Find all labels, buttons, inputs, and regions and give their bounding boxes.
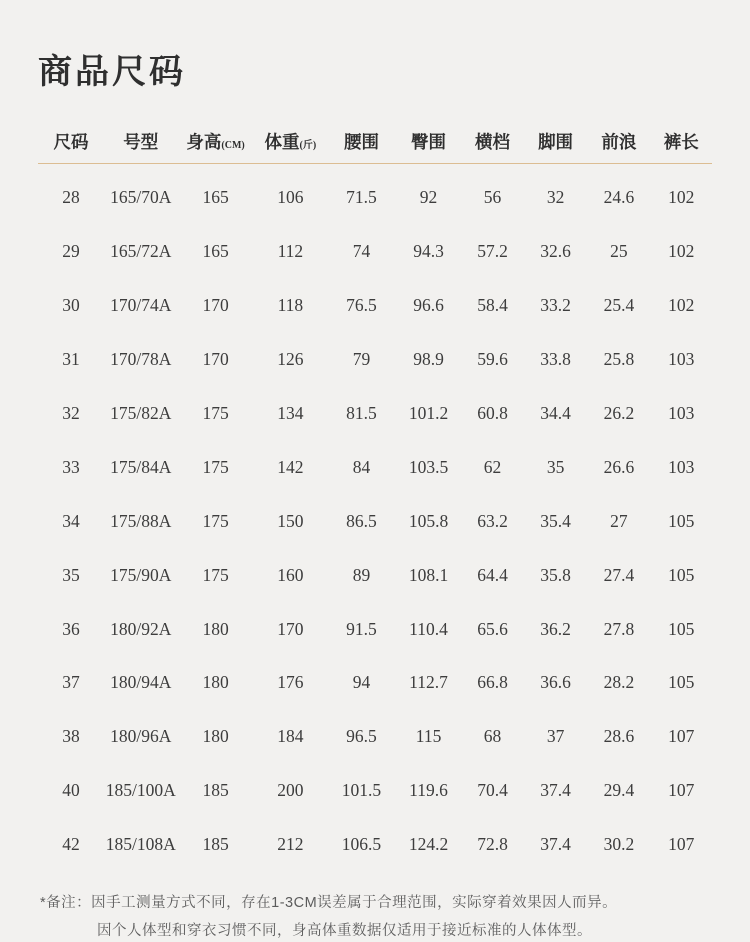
table-cell: 107 [668,834,695,855]
table-cell: 105.8 [408,510,449,531]
table-cell: 126 [277,349,304,370]
table-cell: 103 [668,349,695,370]
table-row [38,710,712,764]
table-cell: 37 [62,672,80,693]
table-cell: 34.4 [540,403,571,423]
column-header [396,129,461,154]
table-cell: 33 [62,456,80,477]
column-header [461,129,524,154]
column-header-label: 身高 [186,131,222,152]
table-cell: 180 [202,726,229,747]
table-cell: 102 [668,187,695,208]
table-cell: 32 [62,403,80,423]
table-cell: 24.6 [603,187,635,208]
table-cell: 165 [202,187,229,208]
table-cell: 175/84A [110,456,172,477]
table-cell: 180 [202,672,229,693]
table-cell: 103.5 [408,456,449,477]
table-cell: 106.5 [341,834,382,855]
table-cell: 102 [668,241,695,262]
table-cell: 25 [610,241,628,262]
table-cell: 165/72A [110,241,172,262]
column-header-label: 前浪 [601,131,637,152]
table-cell: 62 [483,456,502,477]
table-cell: 170/74A [110,295,172,316]
table-cell: 26.6 [603,456,635,477]
table-cell: 115 [415,726,442,747]
table-cell: 37.4 [540,834,571,855]
table-cell: 105 [668,510,695,531]
table-cell: 42 [62,834,80,855]
table-cell: 180/94A [110,672,172,693]
table-cell: 170 [202,295,229,316]
table-cell: 175 [202,510,229,531]
table-cell: 25.4 [603,295,635,316]
table-cell: 36.2 [540,618,571,639]
table-row [38,387,712,441]
table-cell: 32.6 [540,241,571,262]
table-cell: 101.2 [408,403,449,423]
table-cell: 28.2 [603,672,635,693]
table-cell: 25.8 [603,349,635,370]
table-cell: 60.8 [477,403,508,423]
table-cell: 36 [62,618,80,639]
table-cell: 98.9 [413,349,444,370]
table-cell: 29 [62,241,80,262]
table-row [38,548,712,602]
table-cell: 84 [352,456,371,477]
table-row [38,764,712,818]
table-cell: 185 [202,834,229,855]
table-cell: 92 [419,187,438,208]
table-cell: 68 [483,726,502,747]
table-cell: 103 [668,456,695,477]
table-cell: 37.4 [540,780,571,801]
table-cell: 94 [352,672,371,693]
table-cell: 86.5 [346,510,377,531]
table-cell: 71.5 [346,187,377,208]
table-cell: 119.6 [409,780,448,801]
table-cell: 175 [202,564,229,585]
table-cell: 103 [668,403,695,423]
table-cell: 165 [202,241,229,262]
table-cell: 185/100A [105,780,176,801]
column-header-label: 臀围 [411,131,447,152]
table-row [38,279,712,333]
table-cell: 184 [277,726,304,747]
table-cell: 112.7 [409,672,448,693]
table-cell: 150 [277,510,304,531]
column-header-label: 横档 [475,131,511,152]
table-cell: 180 [202,618,229,639]
table-cell: 142 [277,456,304,477]
table-cell: 74 [352,241,371,262]
column-header [104,129,177,154]
table-cell: 36.6 [540,672,571,693]
table-cell: 34 [62,510,80,531]
header-divider-line [38,163,712,164]
table-cell: 105 [668,672,695,693]
table-cell: 66.8 [477,672,508,693]
column-header [524,129,587,154]
table-cell: 76.5 [346,295,377,316]
table-cell: 105 [668,618,695,639]
column-header-unit: (CM) [221,139,245,151]
table-cell: 105 [668,564,695,585]
table-cell: 65.6 [477,618,508,639]
table-cell: 200 [277,780,304,801]
page-title: 商品尺码 [38,52,186,92]
table-cell: 70.4 [477,780,508,801]
table-cell: 165/70A [110,187,172,208]
table-cell: 101.5 [341,780,382,801]
table-cell: 175/90A [110,564,172,585]
table-cell: 27.4 [603,564,635,585]
table-cell: 102 [668,295,695,316]
table-cell: 28 [62,187,80,208]
table-cell: 59.6 [477,349,508,370]
table-cell: 180/92A [110,618,172,639]
column-header-label: 号型 [123,131,159,152]
table-cell: 180/96A [110,726,172,747]
table-cell: 40 [62,780,80,801]
column-header [254,129,327,154]
table-cell: 32 [546,187,565,208]
table-cell: 37 [546,726,565,747]
table-row [38,818,712,872]
table-cell: 175 [202,456,229,477]
table-cell: 35.8 [540,564,571,585]
table-cell: 108.1 [408,564,449,585]
footnote [0,889,750,942]
table-cell: 89 [352,564,371,585]
table-row [38,225,712,279]
table-cell: 170 [277,618,304,639]
table-cell: 175/88A [110,510,172,531]
table-cell: 175 [202,403,229,423]
table-cell: 96.5 [346,726,377,747]
size-table-header-row [38,124,712,158]
table-cell: 170 [202,349,229,370]
table-cell: 124.2 [408,834,449,855]
column-header [327,129,396,154]
table-cell: 35 [62,564,80,585]
footnote-line-2: 因个人体型和穿衣习惯不同，身高体重数据仅适用于接近标准的人体体型。 [97,922,592,939]
table-cell: 96.6 [413,295,444,316]
table-cell: 58.4 [477,295,508,316]
table-cell: 107 [668,780,695,801]
table-row [38,602,712,656]
column-header-label: 脚围 [538,131,574,152]
table-cell: 91.5 [346,618,377,639]
column-header [587,129,650,154]
table-cell: 30 [62,295,80,316]
table-cell: 160 [277,564,304,585]
table-cell: 185 [202,780,229,801]
column-header [38,129,104,154]
table-cell: 33.2 [540,295,571,316]
table-cell: 94.3 [413,241,444,262]
column-header-label: 体重 [264,131,300,152]
table-cell: 56 [483,187,502,208]
table-row [38,440,712,494]
table-cell: 79 [352,349,371,370]
table-cell: 118 [277,295,304,316]
table-cell: 35.4 [540,510,571,531]
table-cell: 106 [277,187,304,208]
table-cell: 107 [668,726,695,747]
table-cell: 185/108A [105,834,176,855]
table-cell: 28.6 [603,726,635,747]
table-cell: 134 [277,403,304,423]
table-cell: 31 [62,349,80,370]
table-cell: 26.2 [603,403,635,423]
table-cell: 27.8 [603,618,635,639]
table-cell: 57.2 [477,241,508,262]
table-row [38,494,712,548]
table-cell: 175/82A [110,403,172,423]
table-cell: 110.4 [409,618,448,639]
column-header-label: 裤长 [663,131,699,152]
table-cell: 112 [277,241,304,262]
column-header-label: 尺码 [53,131,89,152]
column-header [178,129,254,154]
table-cell: 81.5 [346,403,377,423]
table-cell: 33.8 [540,349,571,370]
table-cell: 30.2 [603,834,635,855]
table-cell: 29.4 [603,780,635,801]
table-cell: 176 [277,672,304,693]
size-table-body [38,171,712,872]
size-table [38,124,712,872]
table-cell: 63.2 [477,510,508,531]
table-row [38,171,712,225]
table-cell: 35 [546,456,565,477]
table-row [38,333,712,387]
table-cell: 72.8 [477,834,508,855]
table-cell: 64.4 [477,564,508,585]
column-header-label: 腰围 [343,131,379,152]
table-cell: 212 [277,834,304,855]
table-cell: 170/78A [110,349,172,370]
table-cell: 27 [610,510,628,531]
column-header-unit: (斤) [299,139,317,151]
table-row [38,656,712,710]
table-cell: 38 [62,726,80,747]
footnote-line-1: *备注：因手工测量方式不同，存在1-3CM误差属于合理范围，实际穿着效果因人而异。 [40,894,618,911]
column-header [651,129,712,154]
